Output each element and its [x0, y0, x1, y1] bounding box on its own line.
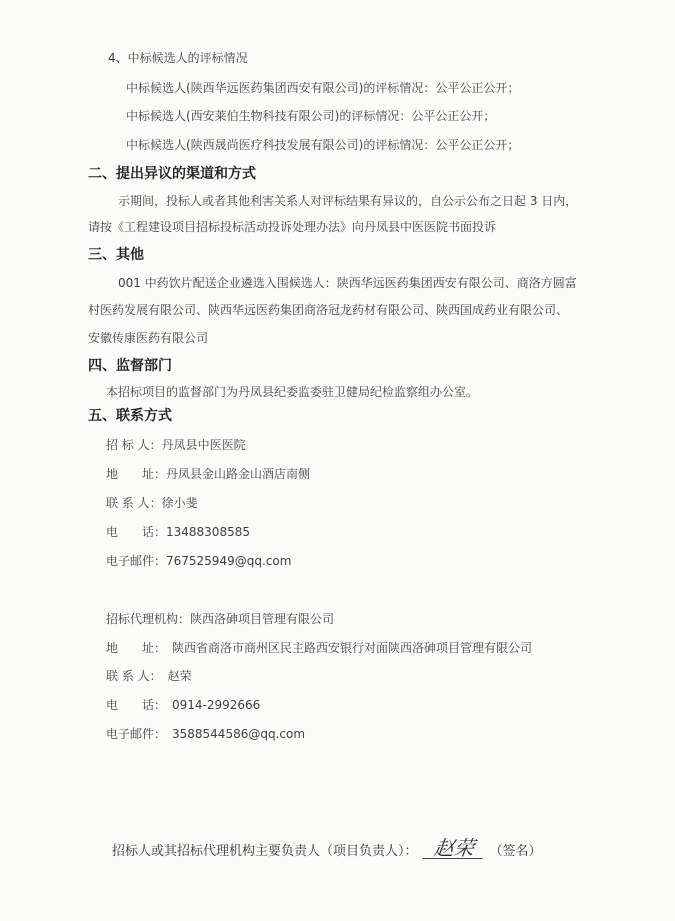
sec4-item-title: 4、中标候选人的评标情况	[108, 51, 248, 65]
tenderer-email: 电子邮件：767525949@qq.com	[106, 554, 292, 568]
signature-row	[112, 838, 542, 862]
section-3-heading: 三、其他	[88, 247, 144, 263]
section-4-heading: 四、监督部门	[88, 358, 172, 374]
section-3-paragraph-line-2: 村医药发展有限公司、陕西华远医药集团商洛冠龙药材有限公司、陕西国成药业有限公司、	[88, 303, 569, 317]
agency-contact: 联 系 人： 赵荣	[106, 669, 192, 683]
agency-name: 招标代理机构：陕西洛砷项目管理有限公司	[106, 612, 335, 626]
candidate-3-evaluation: 中标候选人(陕西晟尚医疗科技发展有限公司)的评标情况：公平公正公开；	[126, 138, 520, 152]
section-4-paragraph: 本招标项目的监督部门为丹凤县纪委监委驻卫健局纪检监察组办公室。	[106, 385, 479, 399]
agency-phone: 电 话： 0914-2992666	[106, 698, 261, 712]
section-2-paragraph-line-2: 请按《工程建设项目招标投标活动投诉处理办法》向丹凤县中医医院书面投诉	[88, 220, 497, 234]
section-2-heading: 二、提出异议的渠道和方式	[88, 166, 256, 182]
signature-label: 招标人或其招标代理机构主要负责人（项目负责人）：	[112, 844, 418, 859]
candidate-2-evaluation: 中标候选人(西安莱伯生物科技有限公司)的评标情况：公平公正公开；	[126, 109, 496, 123]
candidate-1-evaluation: 中标候选人(陕西华远医药集团西安有限公司)的评标情况：公平公正公开；	[126, 81, 520, 95]
agency-address: 地 址： 陕西省商洛市商州区民主路西安银行对面陕西洛砷项目管理有限公司	[106, 641, 533, 655]
tenderer-address: 地 址：丹凤县金山路金山酒店南侧	[106, 467, 311, 481]
signature-suffix: （签名）	[489, 844, 542, 859]
agency-email: 电子邮件： 3588544586@qq.com	[106, 727, 306, 741]
tenderer-name: 招 标 人：丹凤县中医医院	[106, 438, 246, 452]
section-3-paragraph-line-1: 001 中药饮片配送企业遴选入围候选人：陕西华远医药集团西安有限公司、商洛方圆富	[118, 276, 577, 290]
section-3-paragraph-line-3: 安徽传康医药有限公司	[88, 331, 209, 345]
tenderer-phone: 电 话：13488308585	[106, 525, 250, 539]
handwritten-signature: 赵荣	[422, 838, 485, 859]
section-5-heading: 五、联系方式	[88, 408, 172, 424]
section-2-paragraph-line-1: 示期间，投标人或者其他利害关系人对评标结果有异议的，自公示公布之日起 3 日内，	[118, 194, 578, 208]
tenderer-contact: 联 系 人：徐小斐	[106, 496, 198, 510]
